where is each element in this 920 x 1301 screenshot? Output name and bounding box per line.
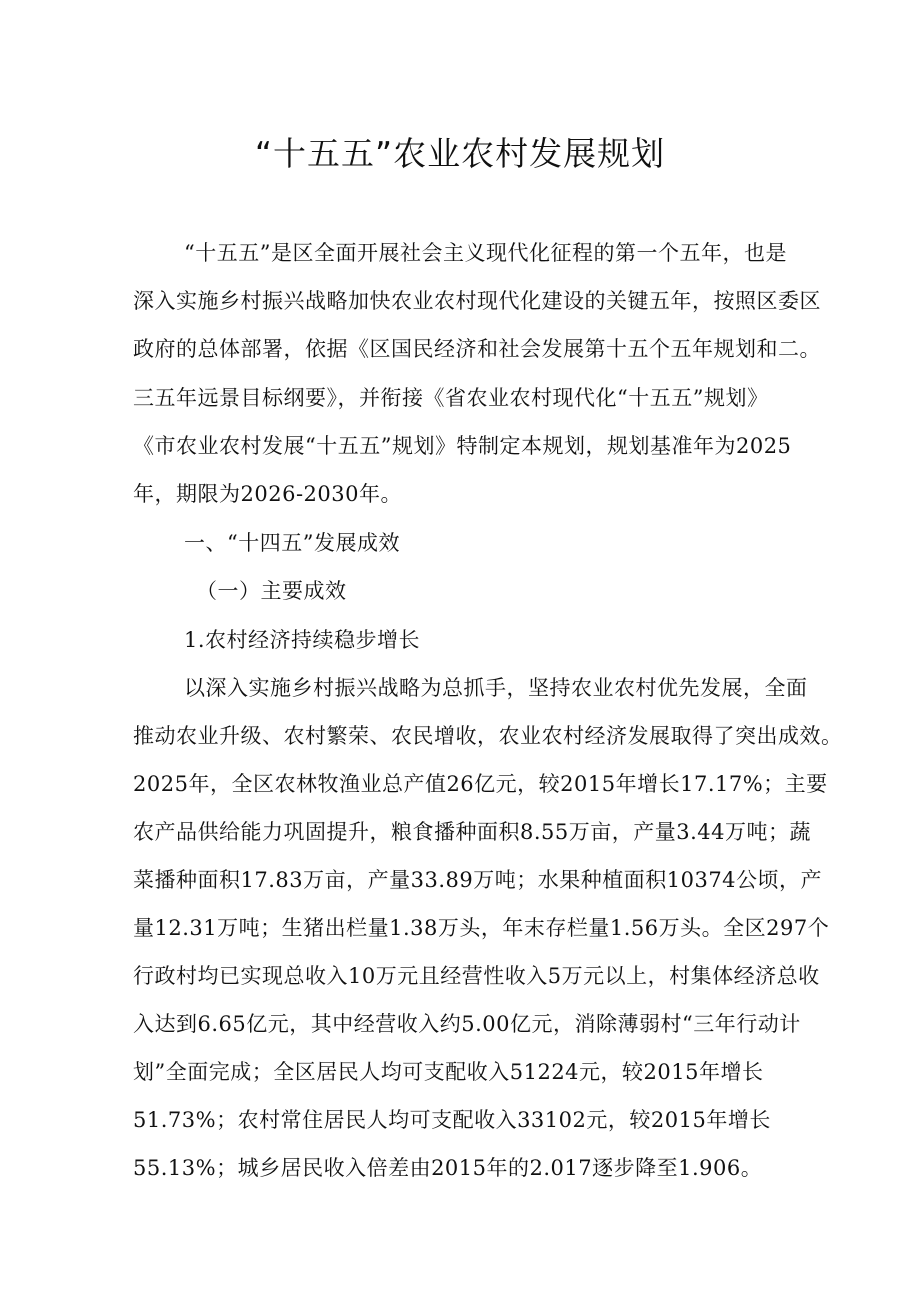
body-line: 农产品供给能力巩固提升，粮食播种面积8.55万亩，产量3.44万吨；蔬 bbox=[133, 820, 812, 844]
intro-line: 三五年远景目标纲要》，并衔接《省农业农村现代化“十五五”规划》 bbox=[133, 386, 769, 410]
body-line: 55.13%；城乡居民收入倍差由2015年的2.017逐步降至1.906。 bbox=[133, 1156, 763, 1180]
body-line: 2025年，全区农林牧渔业总产值26亿元，较2015年增长17.17%；主要 bbox=[133, 772, 828, 796]
body-line: 入达到6.65亿元，其中经营收入约5.00亿元，消除薄弱村“三年行动计 bbox=[133, 1012, 801, 1036]
item-heading: 1.农村经济持续稳步增长 bbox=[184, 628, 421, 652]
document-title: “十五五”农业农村发展规划 bbox=[254, 134, 666, 173]
body-line: 行政村均已实现总收入10万元且经营性收入5万元以上，村集体经济总收 bbox=[133, 964, 820, 988]
intro-line: “十五五”是区全面开展社会主义现代化征程的第一个五年，也是 bbox=[184, 241, 787, 265]
subsection-heading: （一）主要成效 bbox=[196, 579, 347, 603]
body-line: 量12.31万吨；生猪出栏量1.38万头，年末存栏量1.56万头。全区297个 bbox=[133, 916, 830, 940]
body-line: 以深入实施乡村振兴战略为总抓手，坚持农业农村优先发展，全面 bbox=[184, 676, 808, 700]
body-line: 划”全面完成；全区居民人均可支配收入51224元，较2015年增长 bbox=[133, 1060, 764, 1084]
body-line: 菜播种面积17.83万亩，产量33.89万吨；水果种植面积10374公顷，产 bbox=[133, 868, 823, 892]
section-heading: 一、“十四五”发展成效 bbox=[184, 531, 400, 555]
intro-line: 年，期限为2026-2030年。 bbox=[133, 482, 402, 506]
intro-line: 政府的总体部署，依据《区国民经济和社会发展第十五个五年规划和二。 bbox=[133, 337, 821, 361]
body-line: 推动农业升级、农村繁荣、农民增收，农业农村经济发展取得了突出成效。 bbox=[133, 724, 843, 748]
intro-line: 《市农业农村发展“十五五”规划》特制定本规划，规划基准年为2025 bbox=[133, 434, 792, 458]
intro-line: 深入实施乡村振兴战略加快农业农村现代化建设的关键五年，按照区委区 bbox=[133, 289, 821, 313]
body-line: 51.73%；农村常住居民人均可支配收入33102元，较2015年增长 bbox=[133, 1108, 771, 1132]
